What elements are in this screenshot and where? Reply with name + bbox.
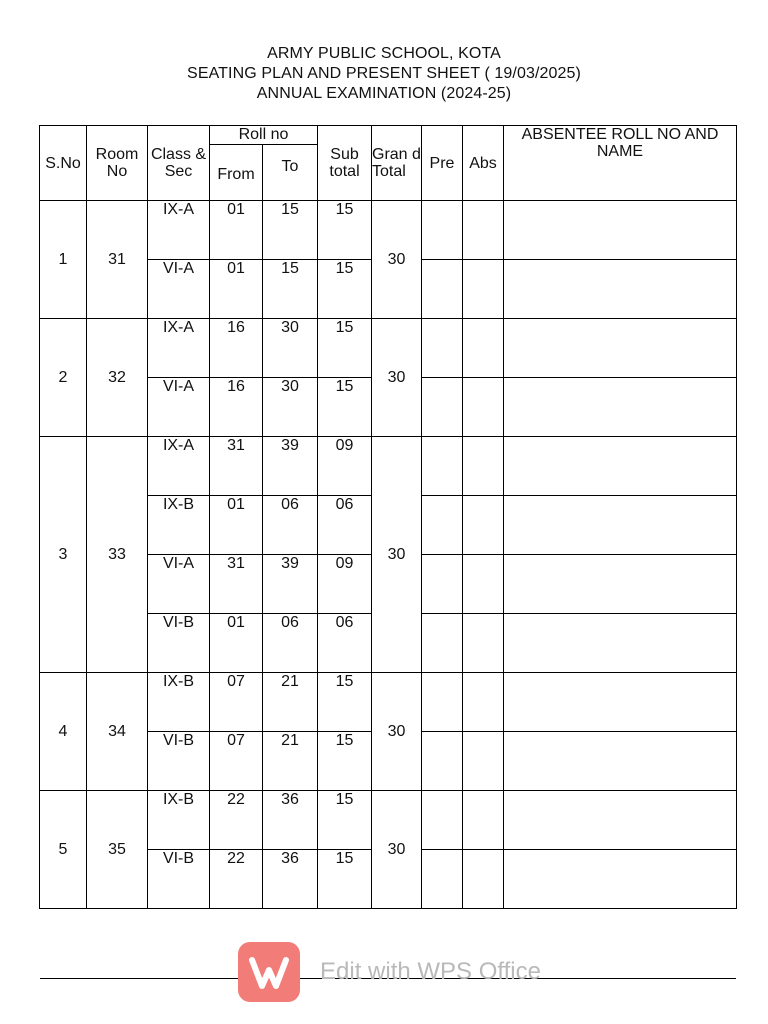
absentee-cell xyxy=(504,850,737,909)
roll-to-cell: 15 xyxy=(263,201,318,260)
absentee-cell xyxy=(504,201,737,260)
pre-cell xyxy=(422,260,463,319)
class-sec-cell: IX-B xyxy=(148,496,210,555)
seating-plan-table xyxy=(39,125,737,909)
absentee-cell xyxy=(504,732,737,791)
header-sno: S.No xyxy=(40,126,87,201)
pre-cell xyxy=(422,378,463,437)
class-sec-cell: VI-A xyxy=(148,555,210,614)
absentee-cell xyxy=(504,555,737,614)
abs-cell xyxy=(463,732,504,791)
abs-cell xyxy=(463,437,504,496)
pre-cell xyxy=(422,555,463,614)
roll-from-cell: 31 xyxy=(210,437,263,496)
sub-total-cell: 15 xyxy=(318,732,372,791)
roll-to-cell: 15 xyxy=(263,260,318,319)
grand-total-cell: 30 xyxy=(372,673,422,791)
roll-to-cell: 06 xyxy=(263,496,318,555)
school-name: ARMY PUBLIC SCHOOL, KOTA xyxy=(267,45,501,62)
roll-from-cell: 07 xyxy=(210,673,263,732)
abs-cell xyxy=(463,555,504,614)
pre-cell xyxy=(422,319,463,378)
grand-total-cell: 30 xyxy=(372,791,422,909)
class-sec-cell: IX-B xyxy=(148,791,210,850)
table-row xyxy=(40,437,737,496)
absentee-cell xyxy=(504,614,737,673)
pre-cell xyxy=(422,673,463,732)
roll-to-cell: 30 xyxy=(263,378,318,437)
roll-from-cell: 16 xyxy=(210,319,263,378)
roll-to-cell: 21 xyxy=(263,732,318,791)
pre-cell xyxy=(422,437,463,496)
roll-from-cell: 22 xyxy=(210,791,263,850)
header-grand-total: Gran d Total xyxy=(372,126,422,201)
table-row xyxy=(40,791,737,850)
sub-total-cell: 06 xyxy=(318,614,372,673)
roll-to-cell: 21 xyxy=(263,673,318,732)
table-row xyxy=(40,673,737,732)
roll-from-cell: 07 xyxy=(210,732,263,791)
abs-cell xyxy=(463,850,504,909)
abs-cell xyxy=(463,496,504,555)
abs-cell xyxy=(463,319,504,378)
abs-cell xyxy=(463,201,504,260)
roll-to-cell: 06 xyxy=(263,614,318,673)
class-sec-cell: VI-A xyxy=(148,260,210,319)
sno-cell: 3 xyxy=(40,437,87,673)
header-roll-no: Roll no xyxy=(210,126,318,145)
class-sec-cell: VI-B xyxy=(148,732,210,791)
sub-total-cell: 15 xyxy=(318,201,372,260)
absentee-cell xyxy=(504,437,737,496)
document-header xyxy=(0,44,768,104)
roll-from-cell: 01 xyxy=(210,496,263,555)
table-body xyxy=(40,201,737,909)
sno-cell: 5 xyxy=(40,791,87,909)
sno-cell: 1 xyxy=(40,201,87,319)
absentee-cell xyxy=(504,319,737,378)
absentee-cell xyxy=(504,260,737,319)
absentee-cell xyxy=(504,791,737,850)
roll-from-cell: 01 xyxy=(210,260,263,319)
header-class-sec: Class & Sec xyxy=(148,126,210,201)
header-absentee: ABSENTEE ROLL NO AND NAME xyxy=(504,126,737,201)
header-abs: Abs xyxy=(463,126,504,201)
absentee-cell xyxy=(504,673,737,732)
roll-from-cell: 22 xyxy=(210,850,263,909)
room-no-cell: 31 xyxy=(87,201,148,319)
sub-total-cell: 15 xyxy=(318,260,372,319)
roll-to-cell: 39 xyxy=(263,437,318,496)
class-sec-cell: IX-A xyxy=(148,319,210,378)
room-no-cell: 32 xyxy=(87,319,148,437)
header-pre: Pre xyxy=(422,126,463,201)
class-sec-cell: IX-A xyxy=(148,437,210,496)
header-room-no: Room No xyxy=(87,126,148,201)
class-sec-cell: VI-A xyxy=(148,378,210,437)
pre-cell xyxy=(422,791,463,850)
sub-total-cell: 15 xyxy=(318,378,372,437)
exam-title: ANNUAL EXAMINATION (2024-25) xyxy=(256,85,512,102)
roll-from-cell: 31 xyxy=(210,555,263,614)
abs-cell xyxy=(463,614,504,673)
roll-from-cell: 16 xyxy=(210,378,263,437)
abs-cell xyxy=(463,260,504,319)
header-to: To xyxy=(263,145,318,201)
room-no-cell: 33 xyxy=(87,437,148,673)
table-row xyxy=(40,201,737,260)
sub-total-cell: 15 xyxy=(318,319,372,378)
pre-cell xyxy=(422,850,463,909)
abs-cell xyxy=(463,673,504,732)
wps-logo-icon xyxy=(238,942,300,1002)
sno-cell: 4 xyxy=(40,673,87,791)
roll-to-cell: 36 xyxy=(263,850,318,909)
roll-to-cell: 36 xyxy=(263,791,318,850)
header-from: From xyxy=(210,145,263,201)
grand-total-cell: 30 xyxy=(372,319,422,437)
sno-cell: 2 xyxy=(40,319,87,437)
roll-from-cell: 01 xyxy=(210,201,263,260)
roll-from-cell: 01 xyxy=(210,614,263,673)
class-sec-cell: IX-A xyxy=(148,201,210,260)
roll-to-cell: 39 xyxy=(263,555,318,614)
pre-cell xyxy=(422,732,463,791)
room-no-cell: 34 xyxy=(87,673,148,791)
grand-total-cell: 30 xyxy=(372,437,422,673)
pre-cell xyxy=(422,614,463,673)
class-sec-cell: IX-B xyxy=(148,673,210,732)
abs-cell xyxy=(463,378,504,437)
sub-total-cell: 09 xyxy=(318,437,372,496)
class-sec-cell: VI-B xyxy=(148,850,210,909)
abs-cell xyxy=(463,791,504,850)
sub-total-cell: 15 xyxy=(318,850,372,909)
room-no-cell: 35 xyxy=(87,791,148,909)
absentee-cell xyxy=(504,378,737,437)
sub-total-cell: 09 xyxy=(318,555,372,614)
grand-total-cell: 30 xyxy=(372,201,422,319)
header-sub-total: Sub total xyxy=(318,126,372,201)
roll-to-cell: 30 xyxy=(263,319,318,378)
sheet-title: SEATING PLAN AND PRESENT SHEET ( 19/03/2025) xyxy=(187,65,581,82)
absentee-cell xyxy=(504,496,737,555)
class-sec-cell: VI-B xyxy=(148,614,210,673)
sub-total-cell: 15 xyxy=(318,791,372,850)
pre-cell xyxy=(422,201,463,260)
table-row xyxy=(40,319,737,378)
watermark-text: Edit with WPS Office xyxy=(320,958,541,985)
pre-cell xyxy=(422,496,463,555)
sub-total-cell: 06 xyxy=(318,496,372,555)
sub-total-cell: 15 xyxy=(318,673,372,732)
